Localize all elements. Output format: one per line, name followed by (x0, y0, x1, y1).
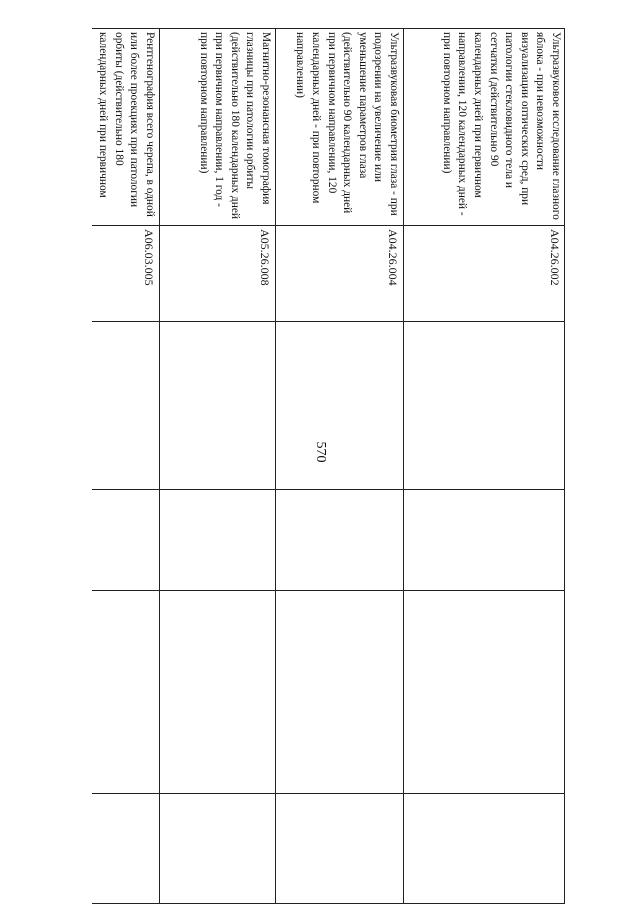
row-divider (403, 28, 404, 903)
table-row-code: A04.26.002 (548, 229, 562, 286)
column-divider (92, 225, 565, 226)
table-row-description: Рентгенография всего черепа, в одной или более проекциях при патологии орбиты (действительно 180 календарных дней при первичном (97, 32, 156, 217)
table-border-right (92, 903, 565, 904)
table-border-left (92, 28, 565, 29)
table-row-code: A06.03.005 (142, 229, 156, 286)
table-row-description: Магнитно-резонансная томография глазницы при патологии орбиты (действительно 180 календарных дней при первичном направлении, 1 год - при повторном направлении) (197, 32, 272, 219)
page-number: 570 (313, 441, 328, 463)
column-divider (92, 590, 565, 591)
column-divider (92, 793, 565, 794)
column-divider (92, 321, 565, 322)
table-row-code: A04.26.004 (386, 229, 400, 286)
table-row-description: Ультразвуковая биометрия глаза - при подозрении на увеличение или уменьшение параметров глаза (действительно 90 календарных дней при первичном направлении, 120 календарных дней - при повторном направлении) (294, 32, 400, 216)
table-border-top (564, 28, 565, 903)
table-row-code: A05.26.008 (258, 229, 272, 286)
table-row-description: Ультразвуковое исследование глазного яблока - при невозможности визуализации оптических сред, при патологии стекловидного тела и сетчатки (действительно 90 календарных дней при первичном направлении, 120 календарных дней - при повторном направлении) (440, 32, 562, 220)
column-divider (92, 489, 565, 490)
rotated-table (92, 28, 565, 903)
row-divider (159, 28, 160, 903)
row-divider (275, 28, 276, 903)
